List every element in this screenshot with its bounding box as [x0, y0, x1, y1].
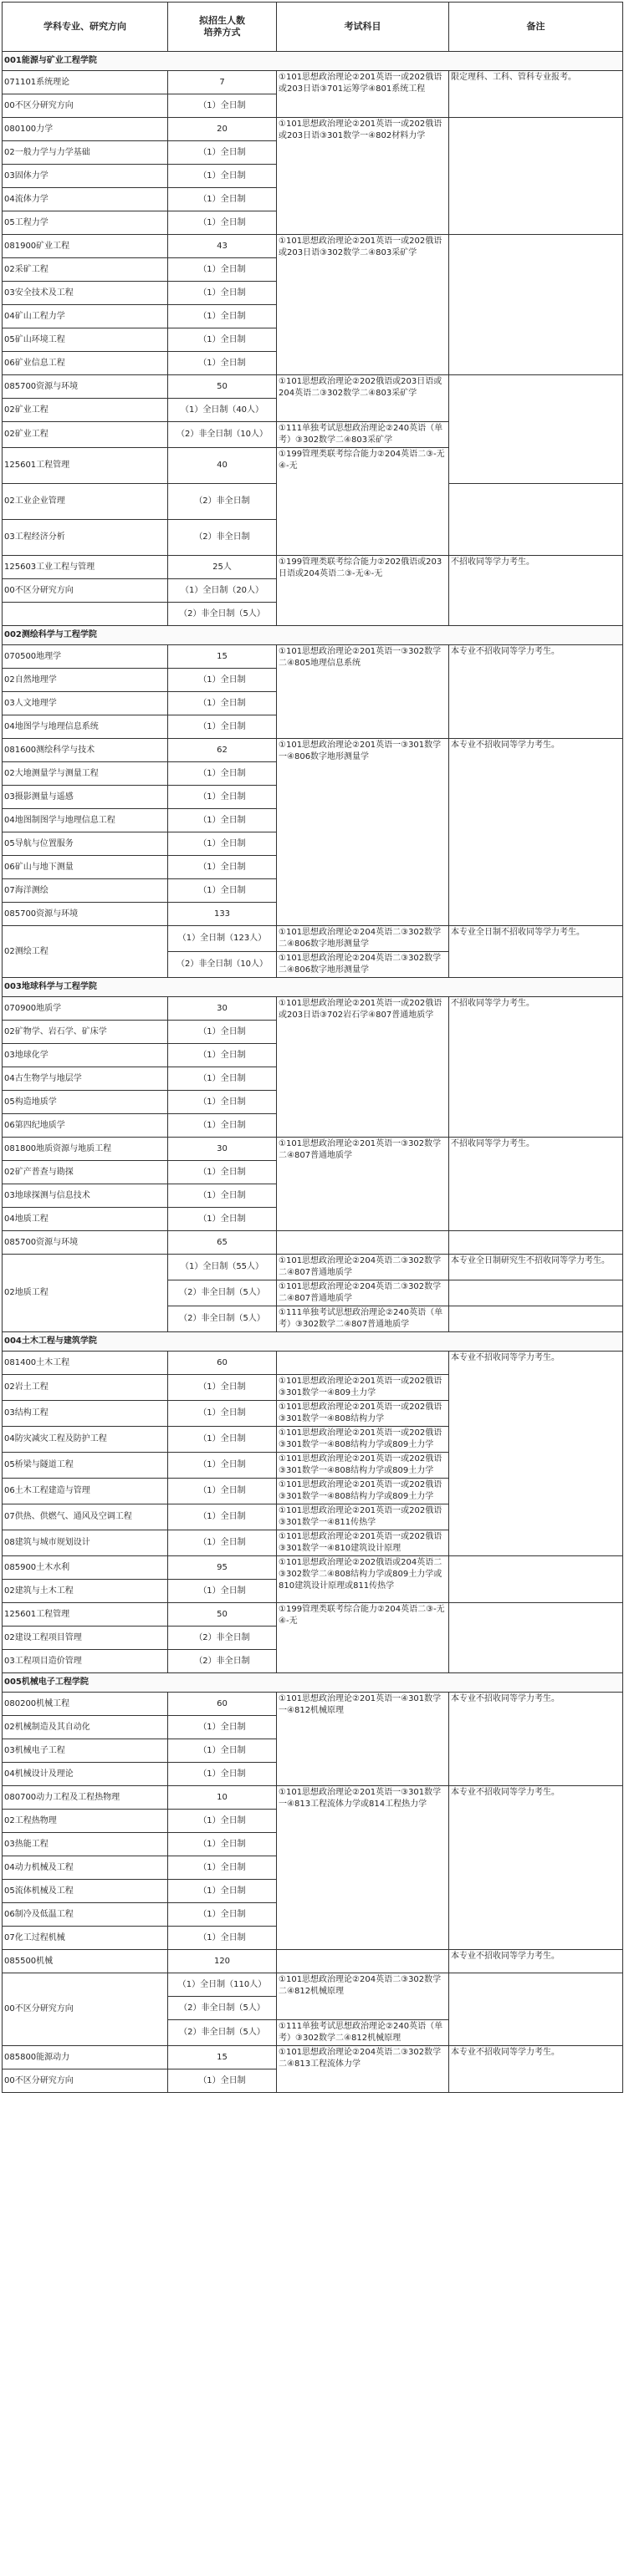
major-cell: 02矿业工程: [3, 422, 168, 448]
enrollment-cell: （2）非全日制（5人）: [168, 2020, 277, 2046]
enrollment-cell: （1）全日制（20人）: [168, 579, 277, 603]
exam-subjects-cell: ①101思想政治理论②201英语一或202俄语或203日语③702岩石学④807普通地质学: [277, 997, 449, 1138]
section-title: 003地球科学与工程学院: [3, 978, 623, 997]
enrollment-cell: （2）非全日制: [168, 1627, 277, 1650]
exam-subjects-cell: ①101思想政治理论②201英语一或202俄语③301数学一④808结构力学: [277, 1401, 449, 1427]
major-cell: 085700资源与环境: [3, 1231, 168, 1255]
note-cell: [449, 118, 623, 235]
table-row: [3, 1138, 623, 1161]
enrollment-cell: （1）全日制: [168, 1021, 277, 1044]
major-cell: 03摄影测量与遥感: [3, 786, 168, 809]
exam-subjects-cell: ①111单独考试思想政治理论②240英语（单考）③302数学二④812机械原理: [277, 2020, 449, 2046]
major-cell: 081900矿业工程: [3, 235, 168, 258]
exam-subjects-cell: ①101思想政治理论②201英语一或202俄语③301数学一④811传热学: [277, 1504, 449, 1530]
enrollment-cell: 25人: [168, 556, 277, 579]
enrollment-cell: （1）全日制: [168, 1067, 277, 1091]
major-cell: 05桥梁与隧道工程: [3, 1453, 168, 1479]
enrollment-cell: （2）非全日制: [168, 484, 277, 520]
section-row: [3, 978, 623, 997]
exam-subjects-cell: ①199管理类联考综合能力②202俄语或203日语或204英语二③-无④-无: [277, 556, 449, 626]
major-cell: 080100力学: [3, 118, 168, 141]
exam-subjects-cell: ①101思想政治理论②204英语二③302数学二④807普通地质学: [277, 1280, 449, 1306]
note-cell: [449, 1973, 623, 2046]
section-title: 002测绘科学与工程学院: [3, 626, 623, 645]
major-cell: 03工程经济分析: [3, 520, 168, 556]
enrollment-cell: 30: [168, 1138, 277, 1161]
enrollment-cell: （1）全日制: [168, 669, 277, 692]
major-cell: 04矿山工程力学: [3, 305, 168, 328]
major-cell: [3, 603, 168, 626]
major-cell: 02一般力学与力学基础: [3, 141, 168, 165]
major-cell: 02大地测量学与测量工程: [3, 762, 168, 786]
note-cell: 不招收同等学力考生。: [449, 1138, 623, 1231]
header-notes: 备注: [449, 3, 623, 52]
major-cell: 05矿山环境工程: [3, 328, 168, 352]
note-cell: 限定理科、工科、管科专业报考。: [449, 71, 623, 118]
exam-subjects-cell: ①101思想政治理论②201英语一③302数学二④807普通地质学: [277, 1138, 449, 1231]
enrollment-cell: （1）全日制: [168, 305, 277, 328]
major-cell: 03机械电子工程: [3, 1739, 168, 1763]
note-cell: 本专业不招收同等学力考生。: [449, 645, 623, 739]
enrollment-cell: （1）全日制: [168, 809, 277, 832]
enrollment-cell: （1）全日制: [168, 1880, 277, 1903]
major-cell: 03结构工程: [3, 1401, 168, 1427]
enrollment-cell: （1）全日制: [168, 1856, 277, 1880]
enrollment-cell: 95: [168, 1556, 277, 1580]
enrollment-cell: （1）全日制: [168, 1184, 277, 1208]
major-cell: 00不区分研究方向: [3, 579, 168, 603]
section-row: [3, 52, 623, 71]
enrollment-cell: （1）全日制: [168, 165, 277, 188]
enrollment-cell: （1）全日制: [168, 786, 277, 809]
major-cell: 04动力机械及工程: [3, 1856, 168, 1880]
enrollment-cell: （1）全日制: [168, 1161, 277, 1184]
major-cell: 085900土木水利: [3, 1556, 168, 1580]
note-cell: [449, 375, 623, 484]
major-cell: 02建设工程项目管理: [3, 1627, 168, 1650]
major-cell: 05流体机械及工程: [3, 1880, 168, 1903]
note-cell: [449, 1231, 623, 1255]
table-row: [3, 2046, 623, 2069]
major-cell: 03安全技术及工程: [3, 282, 168, 305]
exam-subjects-cell: ①101思想政治理论②204英语二③302数学二④806数字地形测量学: [277, 952, 449, 978]
major-cell: 02矿产普查与勘探: [3, 1161, 168, 1184]
exam-subjects-cell: ①101思想政治理论②201英语一③301数学一④806数字地形测量学: [277, 739, 449, 926]
major-cell: 05导航与位置服务: [3, 832, 168, 856]
exam-subjects-cell: ①101思想政治理论②201英语一或202俄语或203日语③301数学一④802材料力学: [277, 118, 449, 235]
table-row: [3, 1603, 623, 1627]
enrollment-cell: （2）非全日制（5人）: [168, 1997, 277, 2020]
enrollment-cell: （1）全日制: [168, 1810, 277, 1833]
major-cell: 04防灾减灾工程及防护工程: [3, 1427, 168, 1453]
exam-subjects-cell: ①101思想政治理论②201英语一③301数学一④813工程流体力学或814工程热力学: [277, 1786, 449, 1950]
table-row: [3, 926, 623, 952]
exam-subjects-cell: ①199管理类联考综合能力②204英语二③-无④-无: [277, 448, 449, 556]
enrollment-cell: （2）非全日制（10人）: [168, 422, 277, 448]
enrollment-cell: （1）全日制: [168, 352, 277, 375]
major-cell: 00不区分研究方向: [3, 1973, 168, 2046]
major-cell: 125601工程管理: [3, 448, 168, 484]
major-cell: 03热能工程: [3, 1833, 168, 1856]
major-cell: 04古生物学与地层学: [3, 1067, 168, 1091]
enrollment-cell: （1）全日制: [168, 1044, 277, 1067]
major-cell: 125601工程管理: [3, 1603, 168, 1627]
section-row: [3, 626, 623, 645]
major-cell: 02工业企业管理: [3, 484, 168, 520]
major-cell: 02测绘工程: [3, 926, 168, 978]
header-enrollment: 拟招生人数 培养方式: [168, 3, 277, 52]
major-cell: 04机械设计及理论: [3, 1763, 168, 1786]
enrollment-cell: 62: [168, 739, 277, 762]
major-cell: 02岩土工程: [3, 1375, 168, 1401]
major-cell: 08建筑与城市规划设计: [3, 1530, 168, 1556]
enrollment-cell: （1）全日制: [168, 282, 277, 305]
exam-subjects-cell: ①101思想政治理论②201英语一或202俄语或203日语③701运筹学④801系统工程: [277, 71, 449, 118]
enrollment-cell: （1）全日制: [168, 141, 277, 165]
enrollment-cell: （1）全日制: [168, 1401, 277, 1427]
note-cell: 本专业不招收同等学力考生。: [449, 739, 623, 926]
major-cell: 03固体力学: [3, 165, 168, 188]
enrollment-cell: （2）非全日制（5人）: [168, 603, 277, 626]
exam-subjects-cell: ①101思想政治理论②204英语二③302数学二④806数字地形测量学: [277, 926, 449, 952]
section-title: 004土木工程与建筑学院: [3, 1332, 623, 1352]
enrollment-cell: （1）全日制: [168, 1479, 277, 1504]
enrollment-cell: （1）全日制: [168, 94, 277, 118]
enrollment-cell: （1）全日制: [168, 328, 277, 352]
exam-subjects-cell: ①101思想政治理论②201英语一或202俄语或203日语③302数学二④803采矿学: [277, 235, 449, 375]
enrollment-cell: （1）全日制: [168, 1903, 277, 1927]
major-cell: 071101系统理论: [3, 71, 168, 94]
enrollment-cell: （1）全日制: [168, 856, 277, 879]
enrollment-cell: 7: [168, 71, 277, 94]
major-cell: 02采矿工程: [3, 258, 168, 282]
enrollment-cell: （1）全日制: [168, 211, 277, 235]
exam-subjects-cell: ①101思想政治理论②202俄语或204英语二③302数学二④808结构力学或809土力学或810建筑设计原理或811传热学: [277, 1556, 449, 1603]
enrollment-cell: （1）全日制: [168, 188, 277, 211]
enrollment-cell: （1）全日制: [168, 2069, 277, 2093]
enrollment-cell: 65: [168, 1231, 277, 1255]
note-cell: 本专业不招收同等学力考生。: [449, 1693, 623, 1786]
major-cell: 04地图制图学与地理信息工程: [3, 809, 168, 832]
table-row: [3, 645, 623, 669]
enrollment-cell: 50: [168, 375, 277, 399]
enrollment-cell: 15: [168, 645, 277, 669]
major-cell: 03地球化学: [3, 1044, 168, 1067]
enrollment-cell: （1）全日制: [168, 1833, 277, 1856]
major-cell: 06矿业信息工程: [3, 352, 168, 375]
enrollment-cell: （1）全日制（55人）: [168, 1255, 277, 1280]
major-cell: 125603工业工程与管理: [3, 556, 168, 579]
enrollment-cell: （1）全日制（123人）: [168, 926, 277, 952]
header-major: 学科专业、研究方向: [3, 3, 168, 52]
major-cell: 03人文地理学: [3, 692, 168, 715]
section-row: [3, 1673, 623, 1693]
table-row: [3, 1973, 623, 1997]
enrollment-cell: （1）全日制: [168, 1530, 277, 1556]
major-cell: 06矿山与地下测量: [3, 856, 168, 879]
note-cell: [449, 1280, 623, 1306]
major-cell: 080200机械工程: [3, 1693, 168, 1716]
major-cell: 00不区分研究方向: [3, 2069, 168, 2093]
major-cell: 02建筑与土木工程: [3, 1580, 168, 1603]
table-row: [3, 1231, 623, 1255]
major-cell: 085700资源与环境: [3, 375, 168, 399]
enrollment-cell: 40: [168, 448, 277, 484]
major-cell: 05工程力学: [3, 211, 168, 235]
exam-subjects-cell: ①101思想政治理论②201英语一③302数学二④805地理信息系统: [277, 645, 449, 739]
exam-subjects-cell: ①101思想政治理论②202俄语或203日语或204英语二③302数学二④803采矿学: [277, 375, 449, 422]
enrollment-cell: 10: [168, 1786, 277, 1810]
enrollment-cell: （1）全日制: [168, 715, 277, 739]
enrollment-cell: （2）非全日制（5人）: [168, 1280, 277, 1306]
major-cell: 081600测绘科学与技术: [3, 739, 168, 762]
enrollment-cell: 20: [168, 118, 277, 141]
exam-subjects-cell: [277, 1950, 449, 1973]
major-cell: 00不区分研究方向: [3, 94, 168, 118]
major-cell: 02矿物学、岩石学、矿床学: [3, 1021, 168, 1044]
enrollment-cell: （1）全日制: [168, 832, 277, 856]
enrollment-cell: （2）非全日制: [168, 1650, 277, 1673]
enrollment-cell: （1）全日制: [168, 1427, 277, 1453]
enrollment-cell: （1）全日制: [168, 1375, 277, 1401]
table-row: [3, 235, 623, 258]
enrollment-cell: （1）全日制: [168, 1716, 277, 1739]
exam-subjects-cell: [277, 1231, 449, 1255]
note-cell: 本专业不招收同等学力考生。: [449, 1950, 623, 1973]
major-cell: 03地球探测与信息技术: [3, 1184, 168, 1208]
note-cell: 本专业不招收同等学力考生。: [449, 1786, 623, 1950]
table-row: [3, 375, 623, 399]
enrollment-cell: （1）全日制: [168, 1114, 277, 1138]
major-cell: 05构造地质学: [3, 1091, 168, 1114]
note-cell: [449, 1556, 623, 1603]
enrollment-cell: （1）全日制: [168, 1504, 277, 1530]
enrollment-cell: （1）全日制: [168, 258, 277, 282]
exam-subjects-cell: ①101思想政治理论②201英语一④301数学一④812机械原理: [277, 1693, 449, 1786]
enrollment-cell: 43: [168, 235, 277, 258]
enrollment-cell: （1）全日制: [168, 1091, 277, 1114]
exam-subjects-cell: ①199管理类联考综合能力②204英语二③-无④-无: [277, 1603, 449, 1673]
exam-subjects-cell: ①101思想政治理论②201英语一或202俄语③301数学一④809土力学: [277, 1375, 449, 1401]
note-cell: 本专业不招收同等学力考生。: [449, 1352, 623, 1556]
header-row: [3, 3, 623, 52]
table-row: [3, 1556, 623, 1580]
enrollment-cell: （1）全日制: [168, 1739, 277, 1763]
major-cell: 081800地质资源与地质工程: [3, 1138, 168, 1161]
admissions-table: [2, 2, 623, 2093]
major-cell: 04地图学与地理信息系统: [3, 715, 168, 739]
enrollment-cell: 50: [168, 1603, 277, 1627]
major-cell: 07化工过程机械: [3, 1927, 168, 1950]
enrollment-cell: 60: [168, 1352, 277, 1375]
major-cell: 02矿业工程: [3, 399, 168, 422]
note-cell: [449, 235, 623, 375]
note-cell: 不招收同等学力考生。: [449, 556, 623, 626]
exam-subjects-cell: ①101思想政治理论②204英语二③302数学二④813工程流体力学: [277, 2046, 449, 2093]
enrollment-cell: （1）全日制: [168, 1763, 277, 1786]
section-title: 001能源与矿业工程学院: [3, 52, 623, 71]
enrollment-cell: （1）全日制: [168, 1927, 277, 1950]
major-cell: 07海洋测绘: [3, 879, 168, 903]
enrollment-cell: （1）全日制: [168, 1208, 277, 1231]
note-cell: 本专业不招收同等学力考生。: [449, 2046, 623, 2093]
major-cell: 02机械制造及其自动化: [3, 1716, 168, 1739]
table-row: [3, 1255, 623, 1280]
major-cell: 070500地理学: [3, 645, 168, 669]
exam-subjects-cell: ①101思想政治理论②201英语一或202俄语③301数学一④808结构力学或809土力学: [277, 1427, 449, 1453]
enrollment-cell: （2）非全日制（5人）: [168, 1306, 277, 1332]
enrollment-cell: （1）全日制: [168, 762, 277, 786]
enrollment-cell: （2）非全日制: [168, 520, 277, 556]
major-cell: 085700资源与环境: [3, 903, 168, 926]
section-row: [3, 1332, 623, 1352]
exam-subjects-cell: ①111单独考试思想政治理论②240英语（单考）③302数学二④807普通地质学: [277, 1306, 449, 1332]
exam-subjects-cell: [277, 1352, 449, 1375]
exam-subjects-cell: ①101思想政治理论②204英语二③302数学二④812机械原理: [277, 1973, 449, 2020]
table-row: [3, 1693, 623, 1716]
enrollment-cell: （1）全日制: [168, 1453, 277, 1479]
major-cell: 07供热、供燃气、通风及空调工程: [3, 1504, 168, 1530]
table-row: [3, 739, 623, 762]
header-exam-subjects: 考试科目: [277, 3, 449, 52]
note-cell: 不招收同等学力考生。: [449, 997, 623, 1138]
major-cell: 080700动力工程及工程热物理: [3, 1786, 168, 1810]
major-cell: 02工程热物理: [3, 1810, 168, 1833]
note-cell: 本专业全日制研究生不招收同等学力考生。: [449, 1255, 623, 1280]
major-cell: 04流体力学: [3, 188, 168, 211]
major-cell: 06制冷及低温工程: [3, 1903, 168, 1927]
enrollment-cell: 30: [168, 997, 277, 1021]
major-cell: 04地质工程: [3, 1208, 168, 1231]
table-row: [3, 1950, 623, 1973]
major-cell: 085800能源动力: [3, 2046, 168, 2069]
table-row: [3, 1352, 623, 1375]
enrollment-cell: 120: [168, 1950, 277, 1973]
note-cell: [449, 1603, 623, 1673]
enrollment-cell: 15: [168, 2046, 277, 2069]
enrollment-cell: （1）全日制（40人）: [168, 399, 277, 422]
section-title: 005机械电子工程学院: [3, 1673, 623, 1693]
enrollment-cell: （1）全日制: [168, 1580, 277, 1603]
note-cell: [449, 1306, 623, 1332]
exam-subjects-cell: ①111单独考试思想政治理论②240英语（单考）③302数学二④803采矿学: [277, 422, 449, 448]
exam-subjects-cell: ①101思想政治理论②201英语一或202俄语③301数学一④810建筑设计原理: [277, 1530, 449, 1556]
table-row: [3, 71, 623, 94]
major-cell: 06第四纪地质学: [3, 1114, 168, 1138]
table-row: [3, 118, 623, 141]
enrollment-cell: （1）全日制（110人）: [168, 1973, 277, 1997]
major-cell: 070900地质学: [3, 997, 168, 1021]
note-cell: 本专业全日制不招收同等学力考生。: [449, 926, 623, 978]
table-row: [3, 1786, 623, 1810]
enrollment-cell: （2）非全日制（10人）: [168, 952, 277, 978]
major-cell: 02地质工程: [3, 1255, 168, 1332]
major-cell: 06土木工程建造与管理: [3, 1479, 168, 1504]
enrollment-cell: （1）全日制: [168, 879, 277, 903]
enrollment-cell: 60: [168, 1693, 277, 1716]
table-row: [3, 997, 623, 1021]
exam-subjects-cell: ①101思想政治理论②201英语一或202俄语③301数学一④808结构力学或809土力学: [277, 1453, 449, 1479]
exam-subjects-cell: ①101思想政治理论②204英语二③302数学二④807普通地质学: [277, 1255, 449, 1280]
enrollment-cell: 133: [168, 903, 277, 926]
enrollment-cell: （1）全日制: [168, 692, 277, 715]
major-cell: 081400土木工程: [3, 1352, 168, 1375]
exam-subjects-cell: ①101思想政治理论②201英语一或202俄语③301数学一④808结构力学或809土力学: [277, 1479, 449, 1504]
major-cell: 02自然地理学: [3, 669, 168, 692]
table-row: [3, 556, 623, 579]
major-cell: 03工程项目造价管理: [3, 1650, 168, 1673]
major-cell: 085500机械: [3, 1950, 168, 1973]
